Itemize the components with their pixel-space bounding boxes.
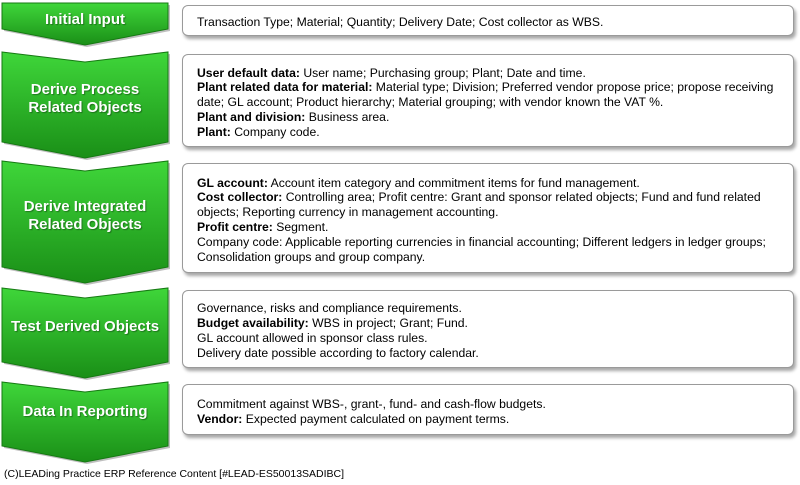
stage-label-text: Derive Process Related Objects (28, 80, 142, 116)
description-text: User name; Purchasing group; Plant; Date and time. (299, 65, 586, 80)
description-term: Plant: (197, 124, 231, 139)
description-line (197, 110, 783, 125)
description-line (197, 220, 783, 235)
description-text: Material type; Division; Preferred vendor propose price; propose receiving date; GL account; Product hierarchy; Material grouping; with vendor known the VAT %. (197, 80, 774, 110)
stage-description-box (182, 290, 794, 368)
description-line (197, 125, 783, 140)
description-term: Plant related data for material: (197, 80, 373, 95)
description-line (197, 412, 783, 427)
stage-description-box (182, 163, 794, 273)
description-text: Company code: Applicable reporting currencies in financial accounting; Different ledgers in ledger groups; Consolidation groups and group company. (197, 234, 766, 264)
description-line (197, 176, 783, 191)
stage-description-box (182, 384, 794, 435)
description-term: GL account: (197, 175, 268, 190)
description-text: Segment. (272, 220, 329, 234)
stage-label-text: Derive Integrated Related Objects (23, 198, 147, 233)
stage-label-text: Test Derived Objects (10, 318, 160, 335)
description-line (197, 190, 783, 220)
description-line (197, 80, 783, 110)
description-line (197, 346, 783, 361)
stage-label (6, 382, 164, 442)
description-text: Commitment against WBS-, grant-, fund- and cash-flow budgets. (197, 396, 546, 411)
description-line (197, 301, 783, 316)
description-line (197, 235, 783, 265)
description-text: GL account allowed in sponsor class rules. (197, 331, 428, 345)
description-text: Controlling area; Profit centre: Grant and sponsor related objects; Fund and fund related objects; Reporting currency in management accounting. (197, 190, 761, 220)
description-term: Vendor: (197, 411, 243, 426)
description-term: User default data: (197, 65, 300, 80)
description-line (197, 66, 783, 81)
description-term: Budget availability: (197, 316, 309, 331)
stage-label (6, 288, 164, 366)
description-text: Expected payment calculated on payment terms. (242, 411, 510, 426)
stage-label-text: Data In Reporting (22, 403, 148, 420)
stage-label (6, 3, 164, 37)
description-text: WBS in project; Grant; Fund. (308, 316, 468, 331)
description-text: Company code. (230, 124, 320, 139)
description-line (197, 331, 783, 346)
description-line (197, 15, 783, 30)
description-term: Plant and division: (197, 109, 306, 124)
description-text: Business area. (305, 109, 390, 124)
description-line (197, 316, 783, 331)
description-text: Governance, risks and compliance requirements. (197, 301, 462, 316)
stage-description-box (182, 5, 794, 36)
stage-label-text: Initial Input (45, 11, 125, 28)
description-text: Delivery date possible according to factory calendar. (197, 345, 479, 360)
description-text: Transaction Type; Material; Quantity; Delivery Date; Cost collector as WBS. (197, 15, 604, 30)
description-text: Account item category and commitment items for fund management. (267, 175, 640, 190)
description-term: Profit centre: (197, 220, 273, 234)
stage-label (6, 52, 164, 145)
copyright-footer: (C)LEADing Practice ERP Reference Content [#LEAD-ES50013SADIBC] (4, 468, 345, 480)
description-line (197, 397, 783, 412)
stage-description-box (182, 54, 794, 147)
stage-label (6, 161, 164, 271)
description-term: Cost collector: (197, 190, 283, 205)
